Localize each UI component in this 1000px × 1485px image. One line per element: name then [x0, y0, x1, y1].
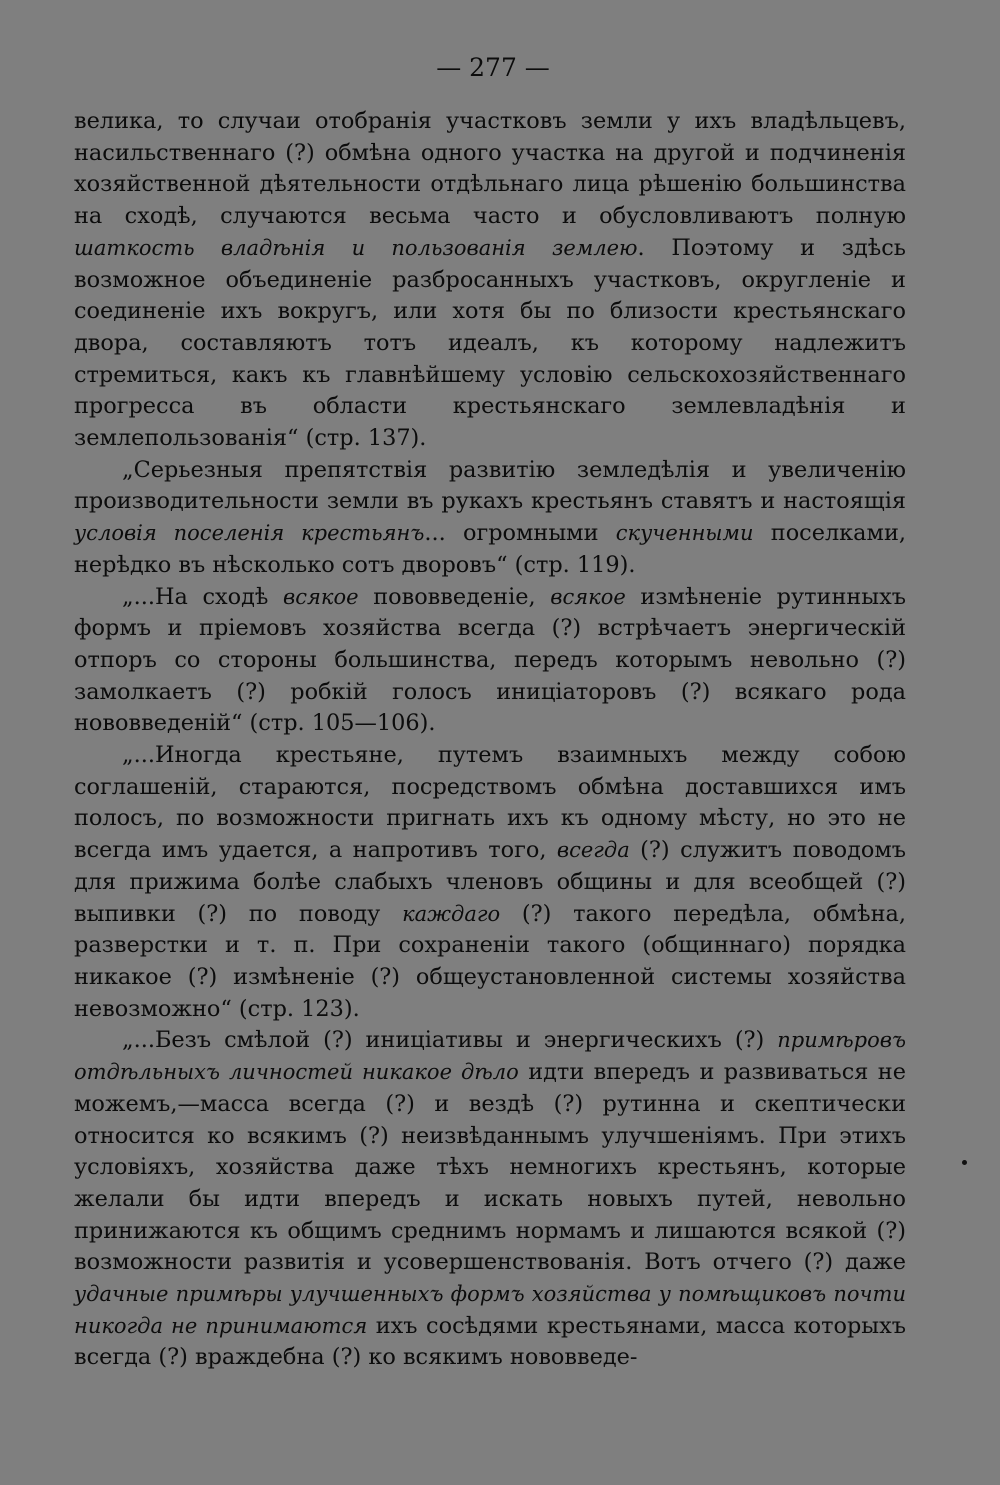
italic-text-run: примѣровъ отдѣльныхъ личностей никакое дѣло [74, 1028, 906, 1085]
text-run: (?) такого передѣла, обмѣна, разверстки и т. п. При сохраненіи такого (общиннаго) порядка никакое (?) измѣненіе (?) общеустановленной системы хозяйства невозможно“ (стр. 123). [74, 900, 906, 1022]
italic-text-run: шаткость владѣнія и пользованія землею [74, 235, 638, 260]
text-run: ... огромными [424, 520, 616, 547]
italic-text-run: удачные примѣры улучшенныхъ формъ хозяйства у помѣщиковъ почти никогда не принимаются [74, 1282, 906, 1338]
text-run: идти впередъ и развиваться не можемъ,—масса всегда (?) и вездѣ (?) рутинна и скептически относится ко всякимъ (?) неизвѣданнымъ улучшеніямъ. При этихъ условіяхъ, хозяйства даже тѣхъ немногихъ крестьянъ, которые желали бы идти впередъ и искать новыхъ путей, невольно принижаются къ общимъ среднимъ нормамъ и лишаются всякой (?) возможности развитія и усовершенствованія. Вотъ отчего (?) даже [74, 1059, 906, 1276]
text-run: „Серьезныя препятствія развитію земледѣлія и увеличенію производительности земли въ рукахъ крестьянъ ставятъ и настоящія [74, 456, 906, 515]
text-run: поселками, нерѣдко въ нѣсколько сотъ дворовъ“ (стр. 119). [74, 520, 906, 578]
italic-text-run: условія поселенія крестьянъ [74, 521, 425, 546]
text-run: . Поэтому и здѣсь возможное объединеніе разбросанныхъ участковъ, округленіе и соединеніе ихъ вокругъ, или хотя бы по близости крестьянскаго двора, составляютъ тотъ идеалъ, къ которому надлежитъ стремиться, какъ къ главнѣйшему условію сельскохозяйственнаго прогресса въ области крестьянскаго землевладѣнія и землепользованія“ (стр. 137). [74, 234, 906, 452]
paragraph [74, 582, 906, 741]
text-run: „...Иногда крестьяне, путемъ взаимныхъ между собою соглашеній, стараются, посредствомъ обмѣна доставшихся имъ полосъ, по возможности пригнать ихъ къ одному мѣсту, но это не всегда имъ удается, а напротивъ того, [74, 742, 906, 864]
italic-text-run: всегда [556, 838, 630, 863]
text-run: „...На сходѣ [122, 583, 284, 610]
italic-text-run: каждаго [402, 901, 501, 926]
paragraph [74, 106, 906, 455]
page-body-text [74, 106, 906, 1374]
italic-text-run: всякое [283, 584, 359, 609]
page-number: — 277 — [436, 53, 550, 82]
text-run: измѣненіе рутинныхъ формъ и пріемовъ хозяйства всегда (?) встрѣчаетъ энергическій отпоръ со стороны большинства, передъ которымъ невольно (?) замолкаетъ (?) робкій голосъ иниціаторовъ (?) всякаго рода нововведеній“ (стр. 105—106). [74, 583, 906, 737]
paragraph [74, 740, 906, 1025]
text-run: „...Безъ смѣлой (?) иниціативы и энергическихъ (?) [122, 1027, 778, 1054]
paragraph [74, 455, 906, 582]
text-run: (?) служитъ поводомъ для прижима болѣе слабыхъ членовъ общины и для всеобщей (?) выпивки (?) по поводу [74, 837, 907, 927]
text-run: пововведеніе, [358, 583, 551, 610]
italic-text-run: всякое [550, 584, 626, 609]
text-run: велика, то случаи отобранія участковъ земли у ихъ владѣльцевъ, насильственнаго (?) обмѣна одного участка на другой и подчиненія хозяйственной дѣятельности отдѣльнаго лица рѣшенію большинства на сходѣ, случаются весьма часто и обусловливаютъ полную [74, 108, 906, 230]
italic-text-run: скученными [615, 521, 754, 546]
text-run: ихъ сосѣдями крестьянами, масса которыхъ всегда (?) враждебна (?) ко всякимъ нововведе- [74, 1312, 906, 1371]
ink-speck [962, 1160, 967, 1165]
paragraph [74, 1025, 906, 1374]
